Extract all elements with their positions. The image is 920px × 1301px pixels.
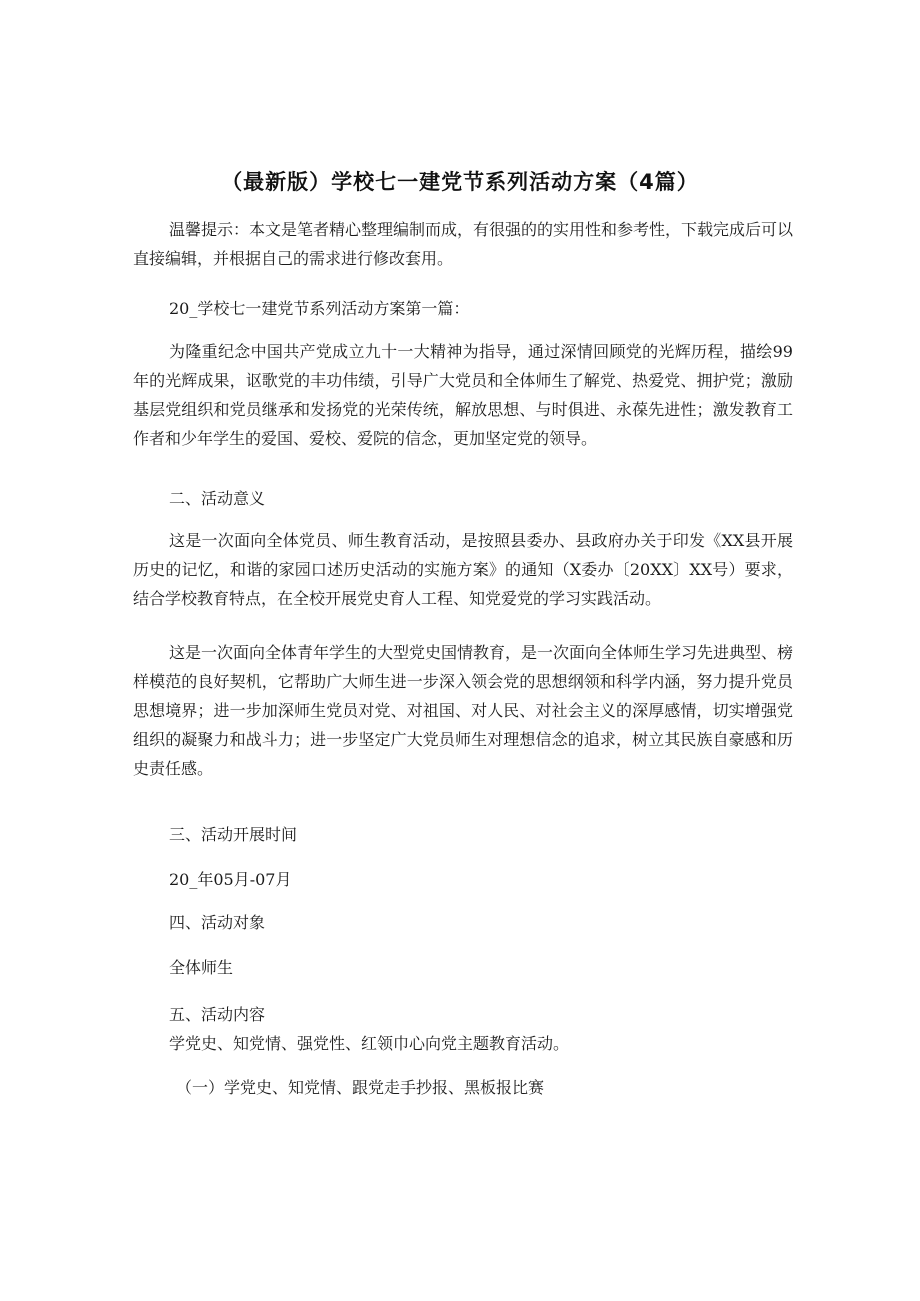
section-2-paragraph-1: 这是一次面向全体党员、师生教育活动，是按照县委办、县政府办关于印发《XX县开展历史的记忆，和谐的家园口述历史活动的实施方案》的通知（X委办〔20XX〕XX号）要求，结合学校教育特点，在全校开展党史育人工程、知党爱党的学习实践活动。: [133, 531, 793, 608]
section-2-heading: 二、活动意义: [169, 489, 266, 508]
section-2-paragraph-2: 这是一次面向全体青年学生的大型党史国情教育，是一次面向全体师生学习先进典型、榜样模范的良好契机，它帮助广大师生进一步深入领会党的思想纲领和科学内涵，努力提升党员思想境界；进一步加深师生党员对党、对祖国、对人民、对社会主义的深厚感情，切实增强党组织的凝聚力和战斗力；进一步坚定广大党员师生对理想信念的追求，树立其民族自豪感和历史责任感。: [133, 643, 794, 778]
intro-paragraph: 为隆重纪念中国共产党成立九十一大精神为指导，通过深情回顾党的光辉历程，描绘99年的光辉成果，讴歌党的丰功伟绩，引导广大党员和全体师生了解党、热爱党、拥护党；激励基层党组织和党员继承和发扬党的光荣传统，解放思想、与时俱进、永葆先进性；激发教育工作者和少年学生的爱国、爱校、爱院的信念，更加坚定党的领导。: [133, 342, 793, 448]
section-5-heading: 五、活动内容: [169, 1005, 266, 1024]
tip-paragraph: 温馨提示：本文是笔者精心整理编制而成，有很强的的实用性和参考性，下载完成后可以直接编辑，并根据自己的需求进行修改套用。: [133, 220, 794, 268]
section-4-heading: 四、活动对象: [169, 913, 266, 932]
section-3-value: 20_年05月-07月: [169, 870, 292, 889]
document-title: （最新版）学校七一建党节系列活动方案（4篇）: [221, 170, 699, 194]
section-3-heading: 三、活动开展时间: [169, 825, 298, 844]
section-5-value: 学党史、知党情、强党性、红领巾心向党主题教育活动。: [169, 1034, 570, 1053]
section-5-item-1: （一）学党史、知党情、跟党走手抄报、黑板报比赛: [176, 1078, 545, 1097]
subtitle: 20_学校七一建党节系列活动方案第一篇：: [169, 299, 470, 318]
section-4-value: 全体师生: [169, 958, 234, 977]
